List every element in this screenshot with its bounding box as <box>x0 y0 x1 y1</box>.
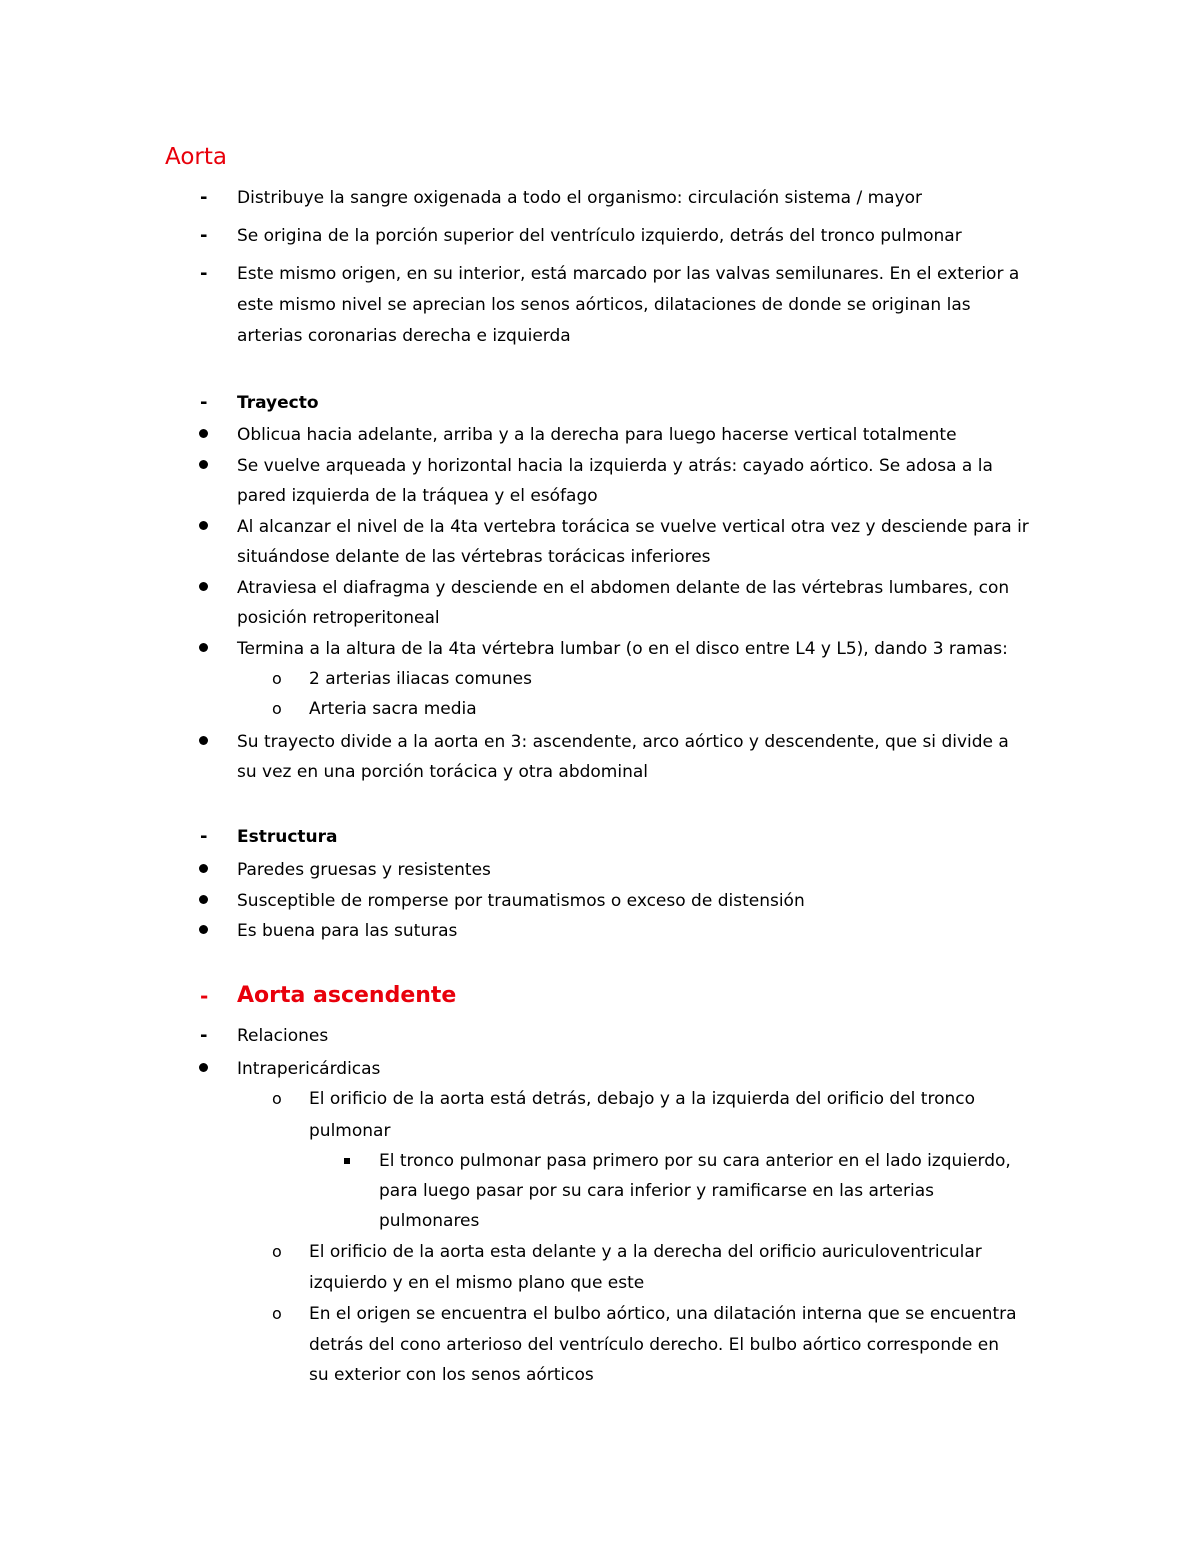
dash-marker: - <box>200 225 208 246</box>
dash-marker: - <box>200 263 208 284</box>
circle-marker: o <box>272 699 282 718</box>
list-item-text: situándose delante de las vértebras torácicas inferiores <box>237 547 711 567</box>
circle-marker: o <box>272 1089 282 1108</box>
sub-list-item-text: El orificio de la aorta está detrás, debajo y a la izquierda del orificio del tronco <box>309 1089 976 1109</box>
bullet-icon <box>199 736 208 745</box>
dash-marker: - <box>200 826 208 847</box>
sub-sub-list-item-text: para luego pasar por su cara inferior y ramificarse en las arterias <box>379 1181 934 1201</box>
sub-list-item-text: su exterior con los senos aórticos <box>309 1365 594 1385</box>
bullet-icon <box>199 429 208 438</box>
bullet-icon <box>199 521 208 530</box>
sub-list-item-text: detrás del cono arterioso del ventrículo derecho. El bulbo aórtico corresponde en <box>309 1335 999 1355</box>
bullet-icon <box>199 582 208 591</box>
sub-list-item-text: izquierdo y en el mismo plano que este <box>309 1273 645 1293</box>
list-item-text: Atraviesa el diafragma y desciende en el abdomen delante de las vértebras lumbares, con <box>237 578 1010 598</box>
list-item-text: Este mismo origen, en su interior, está marcado por las valvas semilunares. En el exterior a <box>237 264 1020 284</box>
bullet-icon <box>199 460 208 469</box>
list-item-text: arterias coronarias derecha e izquierda <box>237 326 571 346</box>
sub-list-item-text: En el origen se encuentra el bulbo aórtico, una dilatación interna que se encuentra <box>309 1304 1017 1324</box>
list-item-text: Oblicua hacia adelante, arriba y a la derecha para luego hacerse vertical totalmente <box>237 425 957 445</box>
section-heading-text: Aorta ascendente <box>237 983 457 1008</box>
list-item-text: Termina a la altura de la 4ta vértebra lumbar (o en el disco entre L4 y L5), dando 3 ramas: <box>237 639 1008 659</box>
list-item-text: Intrapericárdicas <box>237 1059 381 1079</box>
list-item-text: Se origina de la porción superior del ventrículo izquierdo, detrás del tronco pulmonar <box>237 226 962 246</box>
list-item-text: Al alcanzar el nivel de la 4ta vertebra torácica se vuelve vertical otra vez y desciende para ir <box>237 517 1029 537</box>
sub-list-item-text: pulmonar <box>309 1121 391 1141</box>
dash-marker: - <box>200 1025 208 1046</box>
list-item-text: su vez en una porción torácica y otra abdominal <box>237 762 648 782</box>
list-item-text: Susceptible de romperse por traumatismos o exceso de distensión <box>237 891 805 911</box>
list-item-text: Paredes gruesas y resistentes <box>237 860 491 880</box>
dash-marker: - <box>200 187 208 208</box>
page-title: Aorta <box>165 144 227 170</box>
sub-sub-list-item-text: pulmonares <box>379 1211 480 1231</box>
list-item-text: pared izquierda de la tráquea y el esófago <box>237 486 598 506</box>
list-item-text: Distribuye la sangre oxigenada a todo el organismo: circulación sistema / mayor <box>237 188 923 208</box>
square-bullet-icon <box>344 1158 350 1164</box>
bullet-icon <box>199 925 208 934</box>
circle-marker: o <box>272 1242 282 1261</box>
list-item-text: este mismo nivel se aprecian los senos aórticos, dilataciones de donde se originan las <box>237 295 971 315</box>
sub-list-item-text: 2 arterias iliacas comunes <box>309 669 532 689</box>
bullet-icon <box>199 895 208 904</box>
section-heading-text: Trayecto <box>237 393 319 413</box>
sub-sub-list-item-text: El tronco pulmonar pasa primero por su cara anterior en el lado izquierdo, <box>379 1151 1011 1171</box>
dash-marker: - <box>200 984 209 1008</box>
sub-list-item-text: Arteria sacra media <box>309 699 477 719</box>
circle-marker: o <box>272 669 282 688</box>
bullet-icon <box>199 643 208 652</box>
list-item-text: Su trayecto divide a la aorta en 3: ascendente, arco aórtico y descendente, que si divide a <box>237 732 1009 752</box>
list-item-text: Es buena para las suturas <box>237 921 458 941</box>
list-item-text: Se vuelve arqueada y horizontal hacia la izquierda y atrás: cayado aórtico. Se adosa a la <box>237 456 993 476</box>
list-item-text: Relaciones <box>237 1026 329 1046</box>
list-item-text: posición retroperitoneal <box>237 608 440 628</box>
bullet-icon <box>199 1063 208 1072</box>
sub-list-item-text: El orificio de la aorta esta delante y a la derecha del orificio auriculoventricular <box>309 1242 982 1262</box>
circle-marker: o <box>272 1304 282 1323</box>
bullet-icon <box>199 864 208 873</box>
section-heading-text: Estructura <box>237 827 338 847</box>
dash-marker: - <box>200 392 208 413</box>
